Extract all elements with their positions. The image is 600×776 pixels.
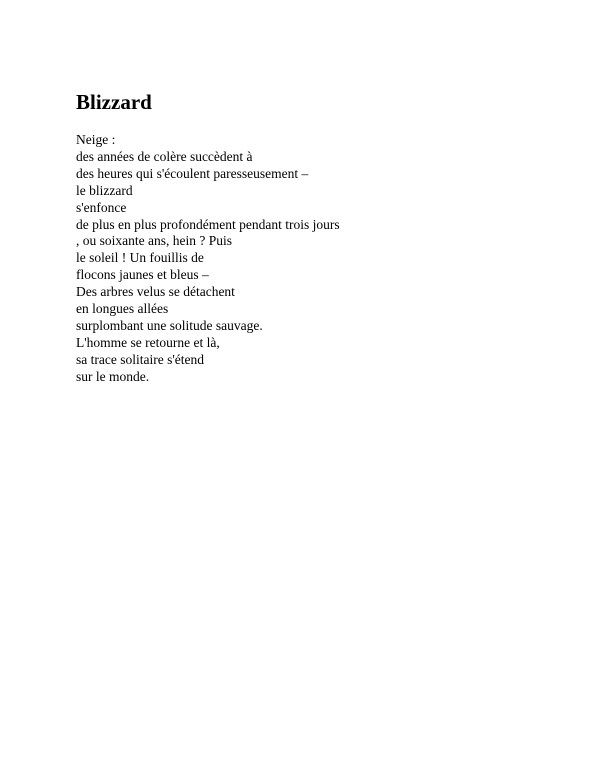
poem-title: Blizzard — [76, 90, 152, 114]
poem-line: en longues allées — [76, 301, 169, 317]
poem-line: le blizzard — [76, 182, 133, 198]
poem-line: flocons jaunes et bleus – — [76, 267, 209, 283]
poem-line: Des arbres velus se détachent — [76, 284, 235, 300]
poem-body — [76, 132, 340, 386]
poem-line: Neige : — [76, 132, 116, 147]
poem-line: de plus en plus profondément pendant trois jours — [76, 216, 340, 232]
poem-line: surplombant une solitude sauvage. — [76, 317, 263, 333]
poem-line: des heures qui s'écoulent paresseusement – — [76, 165, 309, 181]
poem-line: L'homme se retourne et là, — [76, 334, 220, 350]
poem-line: sur le monde. — [76, 368, 150, 384]
poem-line: , ou soixante ans, hein ? Puis — [76, 233, 232, 249]
poem-line: sa trace solitaire s'étend — [76, 351, 204, 367]
poem-line: des années de colère succèdent à — [76, 148, 253, 164]
poem-line: s'enfonce — [76, 199, 127, 215]
poem-line: le soleil ! Un fouillis de — [76, 250, 204, 266]
